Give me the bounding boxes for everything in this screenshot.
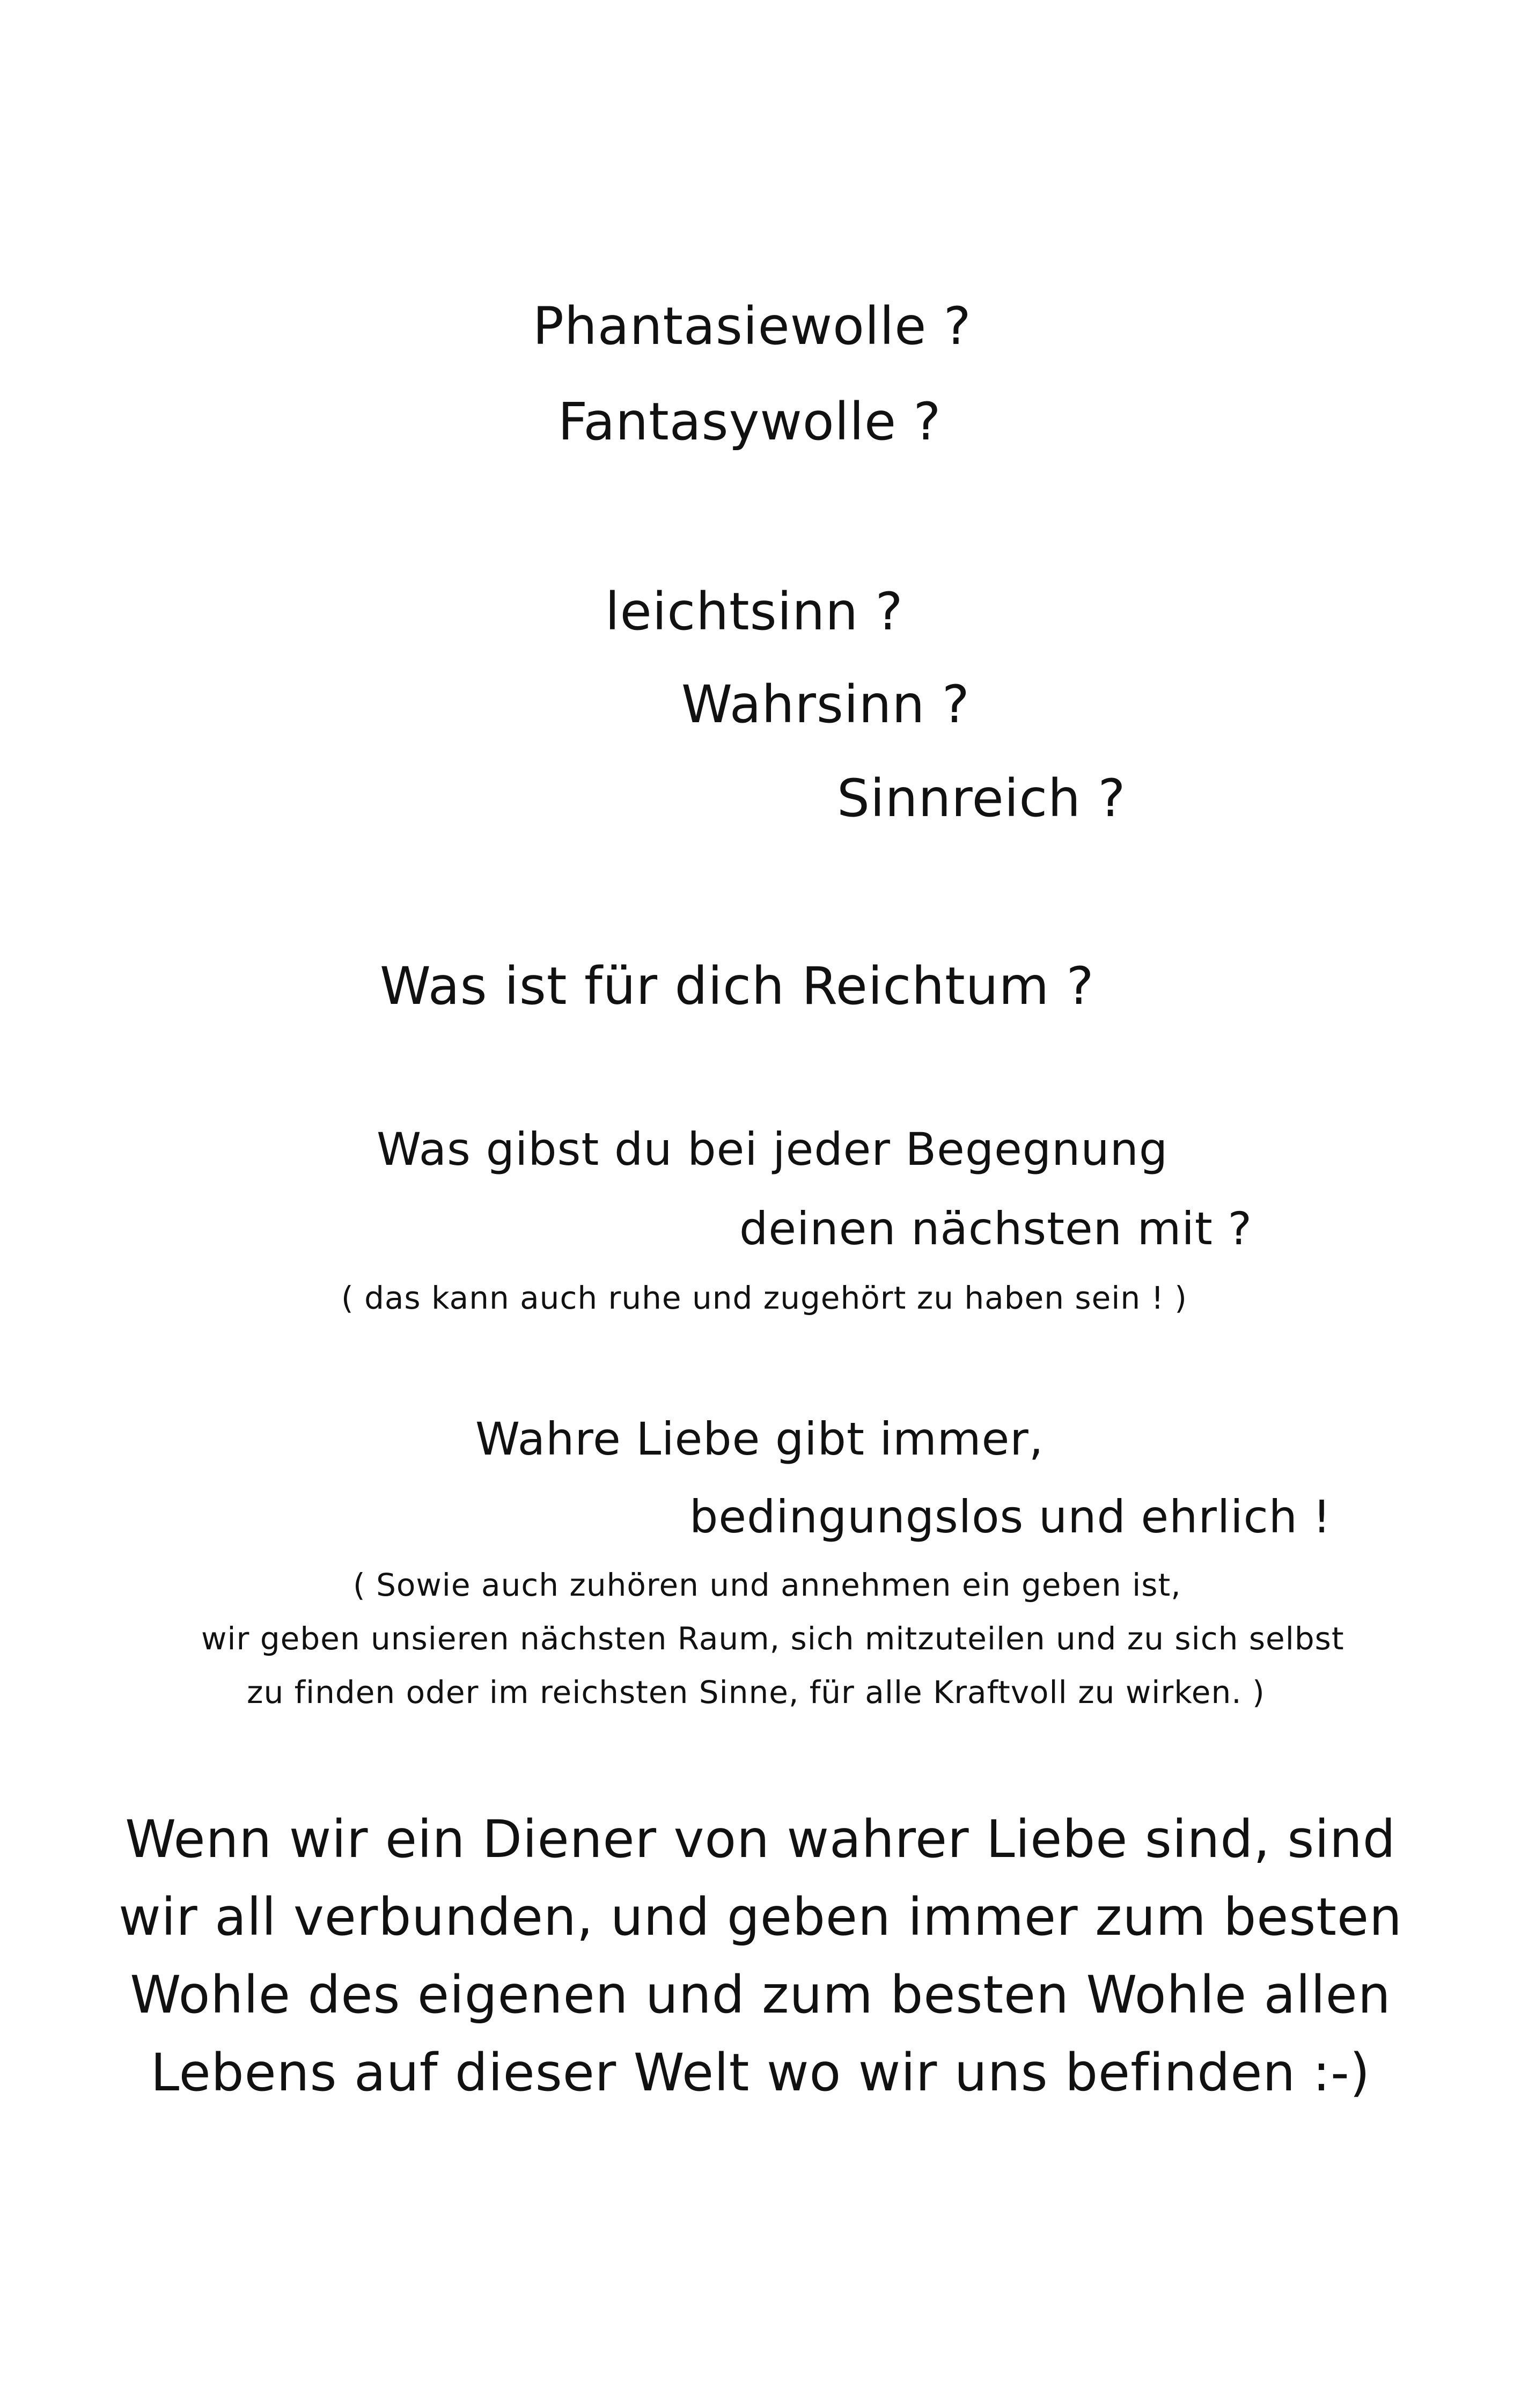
title-line-1: Phantasiewolle ? bbox=[533, 296, 972, 356]
liebe-note-line-1: ( Sowie auch zuhören und annehmen ein geben ist, bbox=[353, 1567, 1181, 1603]
liebe-line-1: Wahre Liebe gibt immer, bbox=[475, 1413, 1044, 1465]
begegnung-note: ( das kann auch ruhe und zugehört zu haben sein ! ) bbox=[341, 1280, 1187, 1316]
sinn-line-leichtsinn: leichtsinn ? bbox=[605, 582, 903, 642]
begegnung-line-1: Was gibst du bei jeder Begegnung bbox=[377, 1123, 1169, 1176]
reichtum-question: Was ist für dich Reichtum ? bbox=[380, 956, 1094, 1016]
begegnung-line-2: deinen nächsten mit ? bbox=[739, 1202, 1253, 1255]
liebe-note-line-3: zu finden oder im reichsten Sinne, für alle Kraftvoll zu wirken. ) bbox=[247, 1674, 1265, 1710]
title-line-2: Fantasywolle ? bbox=[558, 392, 942, 452]
liebe-line-2: bedingungslos und ehrlich ! bbox=[689, 1491, 1332, 1543]
sinn-line-sinnreich: Sinnreich ? bbox=[837, 768, 1126, 828]
closing-line-1: Wenn wir ein Diener von wahrer Liebe sind, sind bbox=[125, 1809, 1396, 1869]
closing-line-3: Wohle des eigenen und zum besten Wohle allen bbox=[130, 1965, 1391, 2025]
sinn-line-wahrsinn: Wahrsinn ? bbox=[681, 674, 970, 735]
closing-line-4: Lebens auf dieser Welt wo wir uns befinden :-) bbox=[150, 2043, 1371, 2103]
closing-line-2: wir all verbunden, und geben immer zum besten bbox=[119, 1887, 1402, 1947]
liebe-note-line-2: wir geben unsieren nächsten Raum, sich mitzuteilen und zu sich selbst bbox=[201, 1620, 1344, 1657]
